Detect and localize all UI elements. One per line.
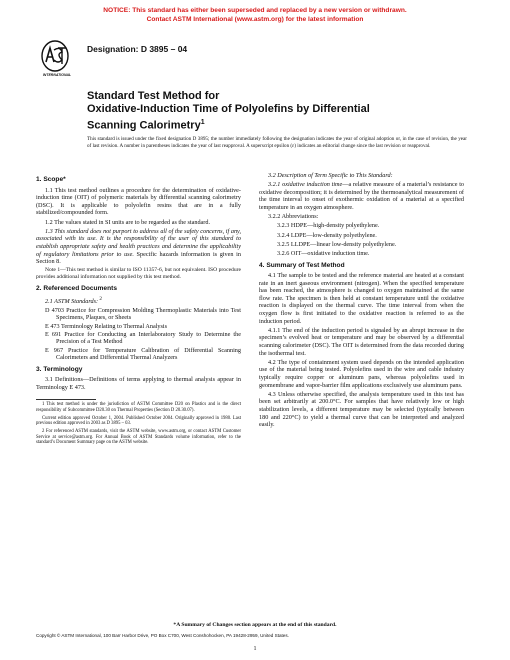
summary-of-changes-note: *A Summary of Changes section appears at the end of this standard.	[173, 622, 337, 628]
abbr-3-2-2: 3.2.2 Abbreviations:	[268, 213, 319, 221]
logo-wordmark: INTERNATIONAL	[42, 73, 72, 77]
abbr-ldpe: 3.2.4 LDPE—low-density polyethylene.	[277, 231, 377, 239]
designation: Designation: D 3895 – 04	[87, 44, 188, 54]
footnote-edition: Current edition approved October 1, 2004. Published October 2004. Originally approved in 1980. Last previous edition approved in 2003 as D 3895 – 03.	[36, 415, 241, 427]
withdrawn-notice	[0, 6, 510, 24]
abbr-lldpe: 3.2.5 LLDPE—linear low-density polyethylene.	[277, 240, 397, 248]
scope-1-2: 1.2 The values stated in SI units are to be regarded as the standard.	[45, 218, 211, 226]
sum-4-2: 4.2 The type of containment system used depends on the intended application use of the material being tested. Polyolefins used in the wire and cable industry typically require copper or aluminum pans, whereas polyolefins used in geomembrane and vapor-barrier film applications exclusively use aluminum pans.	[259, 358, 464, 389]
title-line-2: Oxidative-Induction Time of Polyolefins by Differential	[87, 103, 370, 115]
title-line-3: Scanning Calorimetry	[87, 119, 201, 132]
ref-2-1-label: 2.1 ASTM Standards:	[45, 297, 99, 305]
sum-4-1: 4.1 The sample to be tested and the reference material are heated at a constant rate in an inert gaseous environment (nitrogen). When the specified temperature has been reached, the atmosphere is changed to oxygen maintained at the same flow rate. The specimen is then held at constant temperature until the oxidative reaction is displayed on the thermal curve. The time interval from when the oxygen flow is first initiated to the oxidative reaction is referred to as the induction period.	[259, 272, 464, 325]
ref-2-1	[36, 296, 241, 306]
scope-1-3	[36, 228, 241, 266]
notice-line-2: Contact ASTM International (www.astm.org) for the latest information	[146, 16, 364, 23]
ref-item-e691: E 691 Practice for Conducting an Interlaboratory Study to Determine the Precision of a Test Method	[45, 330, 241, 346]
desc-3-2-text: 3.2 Description of Term Specific to This Standard:	[268, 172, 393, 179]
title-line-1: Standard Test Method for	[87, 90, 220, 102]
def-term: 3.2.1 oxidative induction time	[268, 181, 343, 189]
right-column	[259, 172, 464, 430]
referenced-documents-heading: 2. Referenced Documents	[36, 284, 117, 292]
scope-heading: 1. Scope*	[36, 176, 66, 183]
summary-heading: 4. Summary of Test Method	[259, 261, 345, 269]
scope-1-3-tail: Specific hazards information is given in Section 8.	[36, 250, 241, 266]
note-1: Note 1—This test method is similar to ISO 11357-6, but not equivalent. ISO procedure provides additional information not supplied by this test method.	[36, 267, 241, 281]
notice-line-1: NOTICE: This standard has either been superseded and replaced by a new version or withdrawn.	[103, 7, 407, 14]
copyright: Copyright © ASTM International, 100 Barr Harbor Drive, PO Box C700, West Conshohocken, PA 19428-2959, United States.	[36, 633, 289, 638]
sum-4-3: 4.3 Unless otherwise specified, the analysis temperature used in this test has been set arbitrarily at 200.0°C. For samples that have relatively low or high stabilization levels, a different temperature may be selected (typically between 180 and 220°C) to yield a thermal curve that can be interpreted and analyzed easily.	[259, 390, 464, 429]
footnote-2: 2 For referenced ASTM standards, visit the ASTM website, www.astm.org, or contact ASTM Customer Service at service@astm.org. For Annual Book of ASTM Standards volume information, refer to the standard’s Document Summary page on the ASTM website.	[36, 428, 241, 446]
scope-1-1: 1.1 This test method outlines a procedure for the determination of oxidative-induction time (OIT) of polymeric materials by differential scanning calorimetry (DSC). It is applicable to polyolefin resins that are in a fully stabilized/compounded form.	[36, 186, 241, 217]
page-number: 1	[253, 646, 257, 652]
abbr-hdpe: 3.2.3 HDPE—high-density polyethylene.	[277, 222, 380, 230]
document-title	[87, 90, 467, 133]
term-3-1: 3.1 Definitions—Definitions of terms applying to thermal analysis appear in Terminology E 473.	[36, 376, 241, 391]
preamble: This standard is issued under the fixed designation D 3895; the number immediately following the designation indicates the year of original adoption or, in the case of revision, the year of last revision. A number in parentheses indicates the year of last reapproval. A superscript epsilon (ε) indicates an editorial change since the last revision or reapproval.	[87, 136, 467, 149]
ref-item-d4703: D 4703 Practice for Compression Molding Thermoplastic Materials into Test Specimens, Plaques, or Sheets	[45, 306, 241, 322]
terminology-heading: 3. Terminology	[36, 365, 83, 373]
left-column	[36, 172, 241, 448]
footnote-divider	[36, 399, 96, 400]
title-footnote-mark: 1	[200, 119, 205, 126]
sum-4-1-1: 4.1.1 The end of the induction period is signaled by an abrupt increase in the specimen’s evolved heat or temperature and may be observed by a differential scanning calorimeter (DSC). The OIT is determined from the data recorded during the isothermal test.	[259, 326, 464, 357]
desc-3-2	[259, 172, 464, 180]
def-3-2-1	[259, 181, 464, 211]
astm-logo-icon	[40, 40, 70, 74]
ref-2-1-marks: 2	[98, 295, 102, 302]
scope-1-3-italic: 1.3 This standard does not purport to address all of the safety concerns, if any, associated with its use. It is the responsibility of the user of this standard to establish appropriate safety and health practices and determine the applicability of regulatory limitations prior to use.	[36, 227, 241, 258]
abbr-oit: 3.2.6 OIT—oxidative induction time.	[277, 249, 370, 257]
def-text: —a relative measure of a material’s resistance to oxidative decomposition; it is determined by the thermoanalytical measurement of the time interval to onset of exothermic oxidation of a material at a specified temperature in an oxygen atmosphere.	[259, 181, 465, 211]
ref-item-e967: E 967 Practice for Temperature Calibration of Differential Scanning Calorimeters and Differential Thermal Analyzers	[45, 346, 241, 362]
ref-item-e473: E 473 Terminology Relating to Thermal Analysis	[45, 322, 168, 330]
footnote-1: 1 This test method is under the jurisdiction of ASTM Committee D20 on Plastics and is the direct responsibility of Subcommittee D20.30 on Thermal Properties (Section D 20.30.07).	[36, 402, 241, 414]
